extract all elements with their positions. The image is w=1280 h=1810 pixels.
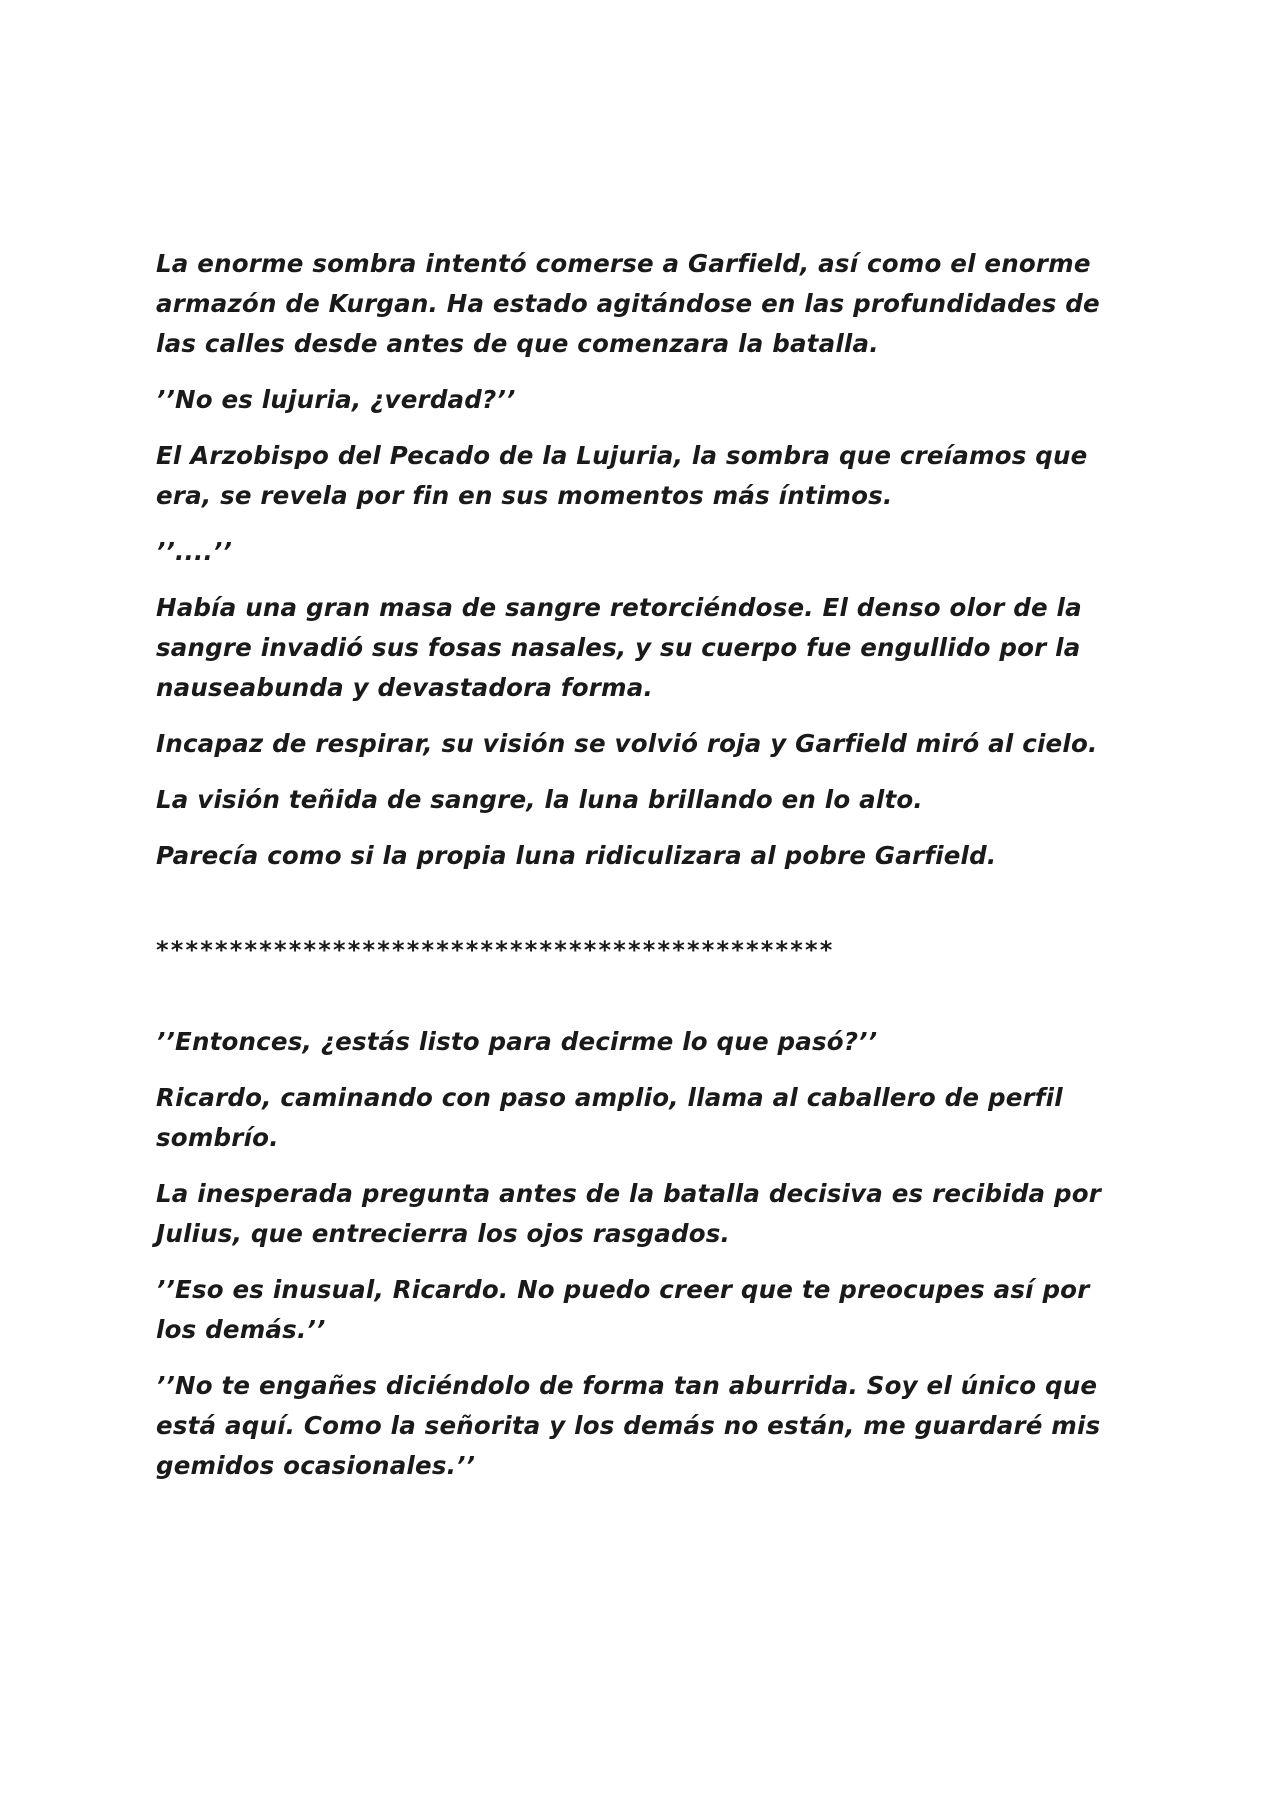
paragraph: El Arzobispo del Pecado de la Lujuria, la sombra que creíamos que era, se revela por fin en sus momentos más íntimos. [156,441,1088,510]
dialogue-paragraph: ’’Entonces, ¿estás listo para decirme lo que pasó?’’ [156,1027,878,1056]
paragraph: La visión teñida de sangre, la luna brillando en lo alto. [156,785,923,814]
paragraph: La inesperada pregunta antes de la batalla decisiva es recibida por Julius, que entrecierra los ojos rasgados. [156,1179,1102,1248]
paragraph: Había una gran masa de sangre retorciéndose. El denso olor de la sangre invadió sus fosas nasales, y su cuerpo fue engullido por la nauseabunda y devastadora forma. [156,593,1082,702]
paragraph: Ricardo, caminando con paso amplio, llama al caballero de perfil sombrío. [156,1083,1063,1152]
dialogue-paragraph: ’’Eso es inusual, Ricardo. No puedo creer que te preocupes así por los demás.’’ [156,1275,1090,1344]
dialogue-paragraph: ’’....’’ [156,537,233,566]
document-body [156,244,1136,1502]
dialogue-paragraph: ’’No te engañes diciéndolo de forma tan aburrida. Soy el único que está aquí. Como la señorita y los demás no están, me guardaré mis gemidos ocasionales.’’ [156,1371,1101,1480]
dialogue-paragraph: ’’No es lujuria, ¿verdad?’’ [156,385,516,414]
section-separator: ********************************************** [156,936,835,964]
paragraph: Incapaz de respirar, su visión se volvió roja y Garfield miró al cielo. [156,729,1098,758]
paragraph: La enorme sombra intentó comerse a Garfield, así como el enorme armazón de Kurgan. Ha estado agitándose en las profundidades de las calles desde antes de que comenzara la batalla. [156,249,1100,358]
paragraph: Parecía como si la propia luna ridiculizara al pobre Garfield. [156,841,997,870]
